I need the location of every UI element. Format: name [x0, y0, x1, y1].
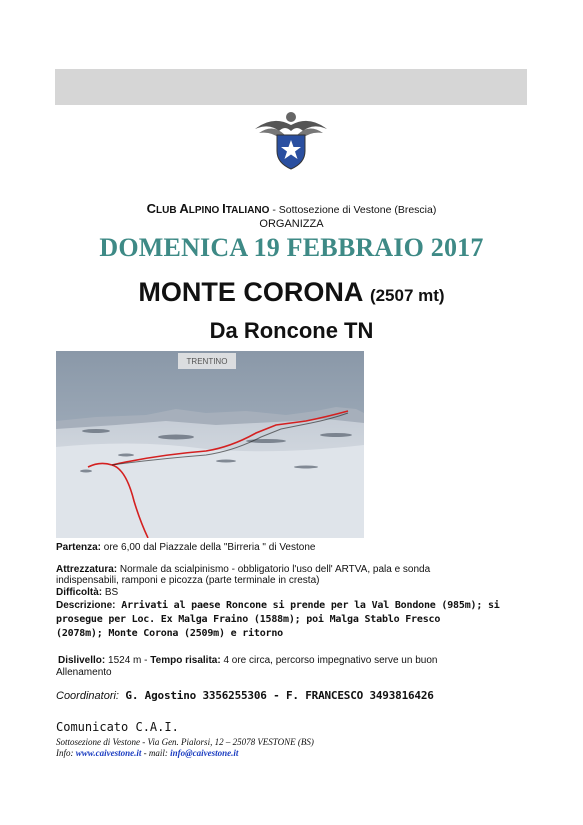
tempo-label: Tempo risalita:	[150, 655, 221, 666]
club-line	[0, 201, 583, 216]
mountain-name: MONTE CORONA	[138, 277, 363, 307]
cai-eagle-logo-icon	[253, 109, 329, 171]
club-word-3: TALIANO	[225, 205, 270, 216]
club-word-2: LPINO	[188, 205, 223, 216]
event-date: DOMENICA 19 FEBBRAIO 2017	[99, 233, 484, 262]
difficolta-text: BS	[102, 587, 119, 598]
website-link[interactable]: www.caivestone.it	[75, 748, 142, 758]
difficolta-line	[56, 587, 118, 599]
club-initial-a: A	[179, 201, 189, 216]
organizza-label: ORGANIZZA	[259, 218, 324, 230]
photo-watermark: TRENTINO	[186, 357, 228, 366]
partenza-text: ore 6,00 dal Piazzale della "Birreria " di Vestone	[101, 542, 316, 553]
mountain-altitude: (2507 mt)	[369, 286, 445, 305]
tempo-text: 4 ore circa, percorso impegnativo serve un buon	[220, 655, 438, 666]
difficolta-label: Difficoltà:	[56, 587, 103, 598]
info-label: Info:	[56, 748, 76, 758]
attrezzatura-text1: Normale da scialpinismo - obbligatorio l'uso dell' ARTVA, pala e sonda	[117, 564, 431, 575]
route-photo	[56, 351, 364, 538]
dislivello-text: 1524 m -	[105, 655, 151, 666]
coordinators-label: Coordinatori:	[56, 690, 119, 702]
footer-address: Sottosezione di Vestone - Via Gen. Pialorsi, 12 – 25078 VESTONE (BS)	[56, 737, 314, 747]
tempo-line2: Allenamento	[56, 667, 112, 678]
club-initial-c: C	[146, 201, 157, 216]
descrizione-text1: Arrivati al paese Roncone si prende per la Val Bondone (985m); si	[115, 600, 500, 611]
footer-contacts	[56, 748, 238, 758]
partenza-label: Partenza:	[56, 542, 102, 553]
email-link[interactable]: info@caivestone.it	[170, 748, 239, 758]
mail-label: - mail:	[141, 748, 171, 758]
attrezzatura-label: Attrezzatura:	[56, 564, 118, 575]
coordinators-line	[56, 689, 434, 702]
partenza-line	[56, 542, 315, 554]
comunicato-title: Comunicato C.A.I.	[56, 720, 179, 734]
coordinators-names: G. Agostino 3356255306 - F. FRANCESCO 3493816426	[118, 689, 434, 702]
attrezzatura-line2: indispensabili, ramponi e picozza (parte terminale in cresta)	[56, 575, 320, 586]
dislivello-line	[58, 655, 437, 667]
club-initial-i: I	[222, 201, 226, 216]
attrezzatura-line1	[56, 564, 430, 576]
club-section: - Sottosezione di Vestone (Brescia)	[269, 204, 437, 216]
mountain-title	[0, 277, 583, 308]
header-gray-bar	[55, 69, 527, 105]
descrizione-line2: prosegue per Loc. Ex Malga Fraino (1588m); poi Malga Stablo Fresco	[56, 614, 441, 625]
descrizione-label: Descrizione:	[56, 600, 116, 611]
dislivello-label: Dislivello:	[58, 655, 106, 666]
descrizione-line1	[56, 600, 500, 612]
start-location: Da Roncone TN	[209, 318, 374, 343]
club-word-1: LUB	[156, 205, 180, 216]
descrizione-line3: (2078m); Monte Corona (2509m) e ritorno	[56, 628, 283, 639]
